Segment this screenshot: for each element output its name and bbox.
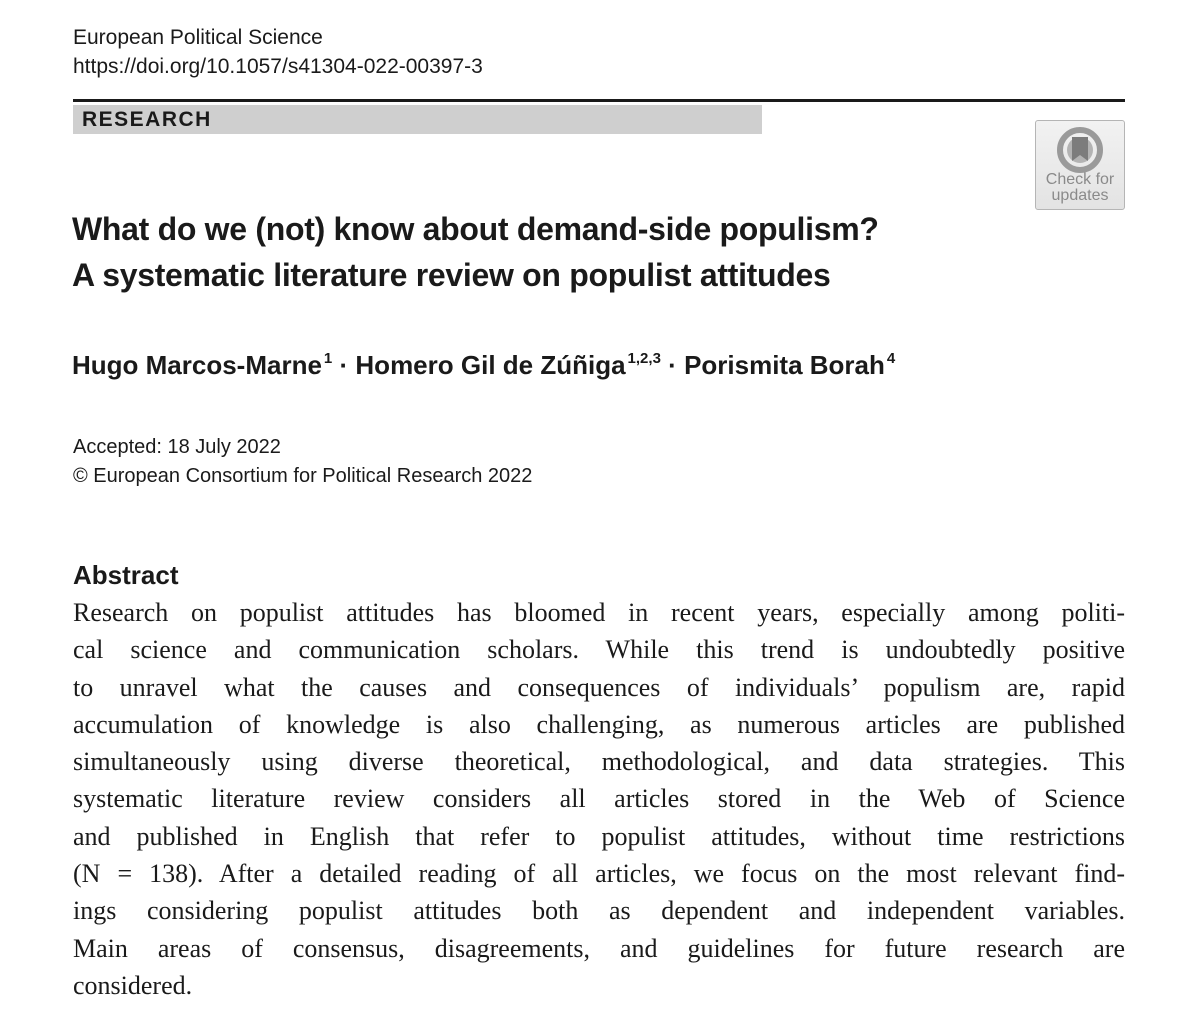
abstract-line: considered. (73, 970, 193, 1000)
doi-link[interactable]: https://doi.org/10.1057/s41304-022-00397-3 (73, 55, 483, 78)
check-for-updates-label: Check for updates (1045, 171, 1115, 204)
journal-name: European Political Science (73, 26, 323, 49)
author-affiliation[interactable]: 1 (323, 350, 333, 367)
abstract-line: cal science and communication scholars. While this trend is undoubtedly positive (73, 635, 1125, 665)
title-line-1: What do we (not) know about demand-side populism? (72, 211, 879, 247)
header-rule (73, 99, 1125, 102)
abstract-line: simultaneously using diverse theoretical, methodological, and data strategies. This (73, 747, 1125, 777)
abstract-line: Main areas of consensus, disagreements, and guidelines for future research are (73, 933, 1125, 963)
author-name[interactable]: Porismita Borah (684, 350, 885, 380)
author-name[interactable]: Hugo Marcos-Marne (72, 350, 322, 380)
author-affiliation[interactable]: 1,2,3 (627, 350, 661, 367)
check-for-updates-icon (1055, 125, 1105, 175)
title-line-2: A systematic literature review on populist attitudes (72, 257, 831, 293)
copyright-notice: © European Consortium for Political Research 2022 (73, 465, 533, 487)
abstract-line: ings considering populist attitudes both as dependent and independent variables. (73, 896, 1125, 926)
abstract-text (73, 594, 1125, 1004)
section-label: RESEARCH (82, 108, 212, 131)
abstract-line: (N = 138). After a detailed reading of all articles, we focus on the most relevant find- (73, 859, 1125, 889)
author-separator: · (668, 350, 677, 380)
abstract-line: to unravel what the causes and consequences of individuals’ populism are, rapid (73, 672, 1125, 702)
abstract-heading: Abstract (73, 560, 179, 590)
article-title (72, 206, 879, 298)
abstract-line: accumulation of knowledge is also challenging, as numerous articles are published (73, 709, 1125, 739)
author-name[interactable]: Homero Gil de Zúñiga (355, 350, 626, 380)
author-affiliation[interactable]: 4 (886, 350, 896, 367)
author-separator: · (339, 350, 349, 380)
abstract-line: Research on populist attitudes has bloomed in recent years, especially among politi- (73, 598, 1125, 627)
abstract-line: systematic literature review considers all articles stored in the Web of Science (73, 784, 1125, 814)
author-list (72, 348, 895, 382)
abstract-line: and published in English that refer to populist attitudes, without time restrictions (73, 821, 1125, 851)
accepted-date: Accepted: 18 July 2022 (73, 436, 281, 458)
check-for-updates-button[interactable] (1035, 120, 1125, 210)
